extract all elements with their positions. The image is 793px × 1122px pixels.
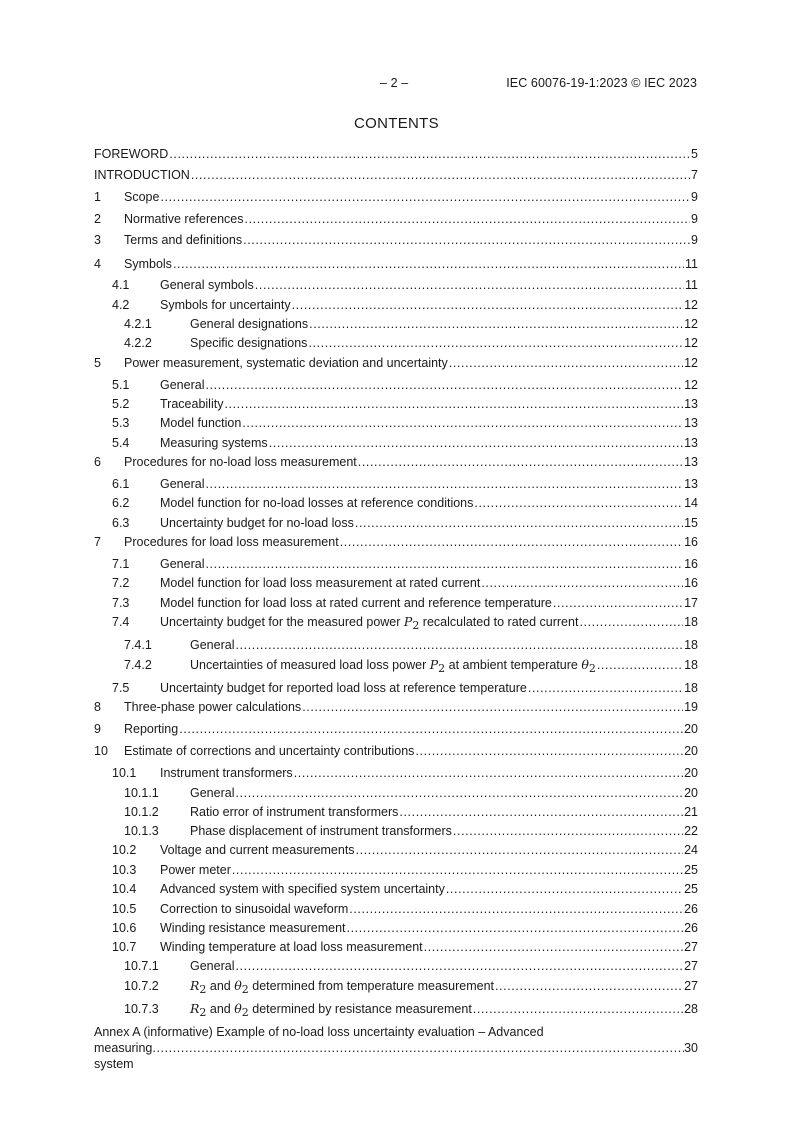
dot-leader	[255, 277, 684, 293]
toc-page-number: 25	[684, 863, 698, 877]
dot-leader	[269, 435, 683, 451]
toc-page-number: 16	[684, 535, 698, 549]
toc-page-number: 13	[684, 436, 698, 450]
toc-entry-title	[160, 614, 579, 634]
title-part: recalculated to rated current	[419, 615, 579, 629]
toc-entry-number: 10.1.3	[124, 824, 159, 838]
toc-entry-title	[190, 978, 495, 998]
toc-entry-number: 2	[94, 212, 101, 226]
dot-leader	[553, 595, 683, 611]
toc-entry-number: 7.5	[112, 681, 130, 695]
toc-page-number: 20	[684, 744, 698, 758]
toc-entry-number: 10.7	[112, 940, 137, 954]
toc-entry[interactable]	[94, 680, 698, 696]
toc-entry-title: Winding resistance measurement	[160, 921, 346, 935]
dot-leader	[160, 189, 690, 205]
toc-page-number: 12	[684, 317, 698, 331]
toc-entry-title: Procedures for no-load loss measurement	[124, 455, 357, 469]
toc-entry-title: Procedures for load loss measurement	[124, 535, 339, 549]
annex-title-line1: Annex A (informative) Example of no-load loss uncertainty evaluation – Advanced	[94, 1025, 544, 1039]
page-number: – 2 –	[380, 76, 409, 90]
toc-entry[interactable]	[94, 256, 698, 272]
symbol	[190, 978, 207, 996]
toc-entry-number: 7.1	[112, 557, 130, 571]
toc-entry-title: Power measurement, systematic deviation and uncertainty	[124, 356, 448, 370]
dot-leader	[528, 680, 683, 696]
dot-leader	[191, 167, 690, 183]
toc-entry[interactable]	[94, 765, 698, 781]
toc-entry-number: 5.2	[112, 397, 130, 411]
toc-entry-title: Reporting	[124, 722, 179, 736]
toc-entry-title: General designations	[190, 317, 309, 331]
toc-page-number: 27	[684, 979, 698, 993]
toc-entry[interactable]	[94, 939, 698, 955]
toc-entry[interactable]	[94, 189, 698, 205]
toc-entry[interactable]	[94, 1001, 698, 1017]
toc-entry-number: 3	[94, 233, 101, 247]
toc-entry[interactable]	[94, 415, 698, 431]
symbol-letter: P	[429, 657, 439, 672]
dot-leader	[205, 476, 683, 492]
toc-page-number: 11	[685, 278, 698, 292]
annex-page-number: 30	[684, 1041, 698, 1055]
toc-page-number: 9	[691, 212, 698, 226]
toc-entry-title: Model function for no-load losses at reference conditions	[160, 496, 474, 510]
toc-page-number: 13	[684, 416, 698, 430]
toc-entry-title	[190, 1001, 473, 1021]
dot-leader	[235, 958, 683, 974]
dot-leader	[243, 232, 690, 248]
toc-entry-number: 10.1.1	[124, 786, 159, 800]
toc-page-number: 16	[684, 576, 698, 590]
toc-entry-title: Model function	[160, 416, 242, 430]
toc-entry[interactable]	[94, 743, 698, 759]
dot-leader	[358, 454, 683, 470]
dot-leader	[399, 804, 683, 820]
toc-page-number: 21	[684, 805, 698, 819]
dot-leader	[235, 785, 683, 801]
toc-entry-title	[190, 657, 597, 677]
symbol-subscript: 2	[241, 1006, 249, 1019]
toc-page-number: 13	[684, 397, 698, 411]
toc-page-number: 15	[684, 516, 698, 530]
toc-entry[interactable]	[94, 396, 698, 412]
toc-entry-title: Traceability	[160, 397, 224, 411]
toc-entry[interactable]	[94, 377, 698, 393]
page-title: CONTENTS	[354, 115, 439, 132]
symbol-letter: R	[190, 978, 200, 993]
toc-entry[interactable]	[94, 699, 698, 715]
toc-entry[interactable]	[94, 958, 698, 974]
title-part: and	[206, 979, 235, 993]
toc-entry-title: General	[190, 786, 235, 800]
dot-leader	[449, 355, 683, 371]
toc-entry-number: 8	[94, 700, 101, 714]
dot-leader	[308, 335, 683, 351]
toc-entry[interactable]	[94, 657, 698, 673]
toc-page-number: 11	[685, 257, 698, 271]
toc-entry-number: 6.3	[112, 516, 130, 530]
toc-page-number: 5	[691, 147, 698, 161]
dot-leader	[340, 534, 683, 550]
toc-entry-title: Correction to sinusoidal waveform	[160, 902, 349, 916]
toc-entry-title: Ratio error of instrument transformers	[190, 805, 399, 819]
dot-leader	[245, 211, 691, 227]
dot-leader	[415, 743, 683, 759]
toc-page-number: 12	[684, 336, 698, 350]
toc-entry[interactable]	[94, 515, 698, 531]
title-part: at ambient temperature	[445, 658, 582, 672]
dot-leader	[355, 515, 683, 531]
toc-entry[interactable]	[94, 454, 698, 470]
toc-entry-title: General	[190, 959, 235, 973]
toc-entry[interactable]	[94, 355, 698, 371]
toc-entry-number: 10.1	[112, 766, 137, 780]
dot-leader	[453, 823, 683, 839]
toc-entry-number: 4.2	[112, 298, 130, 312]
dot-leader	[302, 699, 683, 715]
toc-page-number: 28	[684, 1002, 698, 1016]
dot-leader	[205, 556, 683, 572]
toc-page-number: 26	[684, 902, 698, 916]
toc-entry-number: 10.5	[112, 902, 137, 916]
toc-entry[interactable]	[94, 316, 698, 332]
title-part: Uncertainty budget for the measured power	[160, 615, 404, 629]
toc-page-number: 24	[684, 843, 698, 857]
toc-entry-number: 7.2	[112, 576, 130, 590]
symbol	[190, 1001, 207, 1019]
toc-entry[interactable]	[94, 575, 698, 591]
toc-entry[interactable]	[94, 495, 698, 511]
toc-entry-number: 6.2	[112, 496, 130, 510]
toc-entry[interactable]	[94, 978, 698, 994]
symbol	[403, 614, 420, 632]
toc-page-number: 12	[684, 378, 698, 392]
symbol-subscript: 2	[199, 1006, 207, 1019]
toc-entry[interactable]	[94, 277, 698, 293]
toc-page-number: 27	[684, 940, 698, 954]
toc-entry-number: 9	[94, 722, 101, 736]
toc-page-number: 7	[691, 168, 698, 182]
toc-entry-number: 1	[94, 190, 101, 204]
toc-entry-number: 5.3	[112, 416, 130, 430]
toc-entry[interactable]	[94, 637, 698, 653]
symbol-letter: R	[190, 1001, 200, 1016]
toc-entry[interactable]	[94, 823, 698, 839]
toc-entry-title: Estimate of corrections and uncertainty contributions	[124, 744, 415, 758]
dot-leader	[205, 377, 683, 393]
toc-entry[interactable]	[94, 862, 698, 878]
dot-leader	[349, 901, 683, 917]
dot-leader	[235, 637, 683, 653]
symbol-subscript: 2	[438, 662, 446, 675]
toc-page-number: 27	[684, 959, 698, 973]
toc-entry-title: General	[190, 638, 235, 652]
toc-entry-title: FOREWORD	[94, 147, 169, 161]
toc-entry-number: 10.7.1	[124, 959, 159, 973]
toc-entry[interactable]	[94, 556, 698, 572]
toc-entry[interactable]	[94, 335, 698, 351]
toc-entry-title: Normative references	[124, 212, 244, 226]
toc-entry-number: 6.1	[112, 477, 130, 491]
symbol	[234, 1001, 249, 1019]
toc-entry-number: 5	[94, 356, 101, 370]
toc-entry-title: INTRODUCTION	[94, 168, 190, 182]
toc-entry-title: Symbols	[124, 257, 172, 271]
symbol-subscript: 2	[412, 619, 420, 632]
toc-entry-title: Terms and definitions	[124, 233, 243, 247]
toc-entry-title: Instrument transformers	[160, 766, 293, 780]
toc-entry-title: Measuring systems	[160, 436, 268, 450]
toc-entry-title: Model function for load loss measurement at rated current	[160, 576, 481, 590]
dot-leader	[169, 146, 690, 162]
dot-leader	[232, 862, 683, 878]
toc-entry-number: 10.1.2	[124, 805, 159, 819]
toc-entry[interactable]	[94, 881, 698, 897]
toc-page-number: 22	[684, 824, 698, 838]
toc-entry-title: Advanced system with specified system uncertainty	[160, 882, 445, 896]
toc-entry[interactable]	[94, 785, 698, 801]
toc-page-number: 17	[684, 596, 698, 610]
toc-entry-title: General	[160, 378, 205, 392]
toc-entry-number: 4.2.2	[124, 336, 152, 350]
dot-leader	[495, 978, 683, 994]
toc-page-number: 9	[691, 233, 698, 247]
dot-leader	[356, 842, 684, 858]
toc-entry-number: 7	[94, 535, 101, 549]
dot-leader	[292, 297, 683, 313]
toc-entry-number: 7.3	[112, 596, 130, 610]
dot-leader	[152, 1040, 684, 1056]
toc-entry-number: 4.2.1	[124, 317, 152, 331]
toc-entry-title: Symbols for uncertainty	[160, 298, 291, 312]
toc-page-number: 16	[684, 557, 698, 571]
toc-entry-number: 10.2	[112, 843, 137, 857]
toc-page-number: 25	[684, 882, 698, 896]
toc-page-number: 13	[684, 455, 698, 469]
symbol-letter: θ	[234, 1001, 242, 1016]
symbol	[429, 657, 446, 675]
toc-entry[interactable]	[94, 297, 698, 313]
dot-leader	[347, 920, 684, 936]
toc-entry-title: Scope	[124, 190, 160, 204]
toc-page-number: 20	[684, 786, 698, 800]
toc-entry-number: 10.7.2	[124, 979, 159, 993]
toc-entry-number: 10.3	[112, 863, 137, 877]
toc-entry-number: 10.4	[112, 882, 137, 896]
dot-leader	[473, 1001, 683, 1017]
toc-entry-title: General symbols	[160, 278, 254, 292]
toc-entry-title: Uncertainty budget for no-load loss	[160, 516, 354, 530]
title-part: Uncertainties of measured load loss power	[190, 658, 430, 672]
toc-entry-title: Model function for load loss at rated current and reference temperature	[160, 596, 552, 610]
toc-page-number: 20	[684, 766, 698, 780]
annex-title-line2: measuring system	[94, 1041, 153, 1071]
dot-leader	[579, 614, 683, 630]
toc-entry-number: 5.4	[112, 436, 130, 450]
dot-leader	[242, 415, 683, 431]
title-part: and	[206, 1002, 235, 1016]
toc-entry[interactable]	[94, 435, 698, 451]
dot-leader	[309, 316, 683, 332]
toc-entry[interactable]	[94, 476, 698, 492]
toc-entry-title: Three-phase power calculations	[124, 700, 302, 714]
toc-entry-title: General	[160, 477, 205, 491]
toc-entry-number: 7.4.1	[124, 638, 152, 652]
toc-entry[interactable]	[94, 614, 698, 630]
toc-entry[interactable]	[94, 211, 698, 227]
toc-entry-annex-a[interactable]	[94, 1024, 698, 1072]
toc-entry-number: 4.1	[112, 278, 130, 292]
toc-entry-number: 10.6	[112, 921, 137, 935]
toc-page-number: 12	[684, 298, 698, 312]
dot-leader	[474, 495, 683, 511]
symbol-subscript: 2	[199, 983, 207, 996]
dot-leader	[224, 396, 683, 412]
toc-entry[interactable]	[94, 167, 698, 183]
toc-entry[interactable]	[94, 721, 698, 737]
dot-leader	[481, 575, 683, 591]
dot-leader	[424, 939, 683, 955]
toc-entry[interactable]	[94, 901, 698, 917]
dot-leader	[179, 721, 683, 737]
toc-page-number: 18	[684, 681, 698, 695]
toc-entry-title: Power meter	[160, 863, 231, 877]
toc-entry-title: General	[160, 557, 205, 571]
toc-page-number: 12	[684, 356, 698, 370]
toc-page-number: 9	[691, 190, 698, 204]
symbol-letter: θ	[234, 978, 242, 993]
toc-entry-number: 7.4	[112, 615, 130, 629]
symbol-letter: P	[403, 614, 413, 629]
toc-entry-number: 10	[94, 744, 108, 758]
toc-entry-title: Voltage and current measurements	[160, 843, 355, 857]
toc-entry[interactable]	[94, 232, 698, 248]
dot-leader	[173, 256, 684, 272]
symbol	[581, 657, 596, 675]
standard-reference: IEC 60076-19-1:2023 © IEC 2023	[506, 76, 697, 90]
toc-entry-number: 6	[94, 455, 101, 469]
toc-entry-number: 10.7.3	[124, 1002, 159, 1016]
dot-leader	[294, 765, 683, 781]
toc-entry[interactable]	[94, 804, 698, 820]
toc-entry-number: 7.4.2	[124, 658, 152, 672]
symbol-subscript: 2	[241, 983, 249, 996]
toc-page-number: 19	[684, 700, 698, 714]
toc-entry-title: Uncertainty budget for reported load loss at reference temperature	[160, 681, 527, 695]
toc-page-number: 18	[684, 658, 698, 672]
toc-entry-title: Phase displacement of instrument transformers	[190, 824, 452, 838]
toc-page-number: 18	[684, 638, 698, 652]
symbol-subscript: 2	[588, 662, 596, 675]
toc-entry-number: 5.1	[112, 378, 130, 392]
dot-leader	[597, 657, 683, 673]
toc-entry[interactable]	[94, 595, 698, 611]
toc-page-number: 14	[684, 496, 698, 510]
toc-entry-title: Winding temperature at load loss measurement	[160, 940, 423, 954]
toc-entry-title: Specific designations	[190, 336, 308, 350]
toc-page-number: 26	[684, 921, 698, 935]
symbol-letter: θ	[581, 657, 589, 672]
toc-page-number: 13	[684, 477, 698, 491]
toc-entry[interactable]	[94, 842, 698, 858]
toc-entry[interactable]	[94, 534, 698, 550]
toc-entry[interactable]	[94, 920, 698, 936]
dot-leader	[446, 881, 683, 897]
toc-entry[interactable]	[94, 146, 698, 162]
toc-page-number: 20	[684, 722, 698, 736]
title-part: determined from temperature measurement	[248, 979, 495, 993]
toc-page-number: 18	[684, 615, 698, 629]
symbol	[234, 978, 249, 996]
title-part: determined by resistance measurement	[248, 1002, 472, 1016]
toc-entry-number: 4	[94, 257, 101, 271]
